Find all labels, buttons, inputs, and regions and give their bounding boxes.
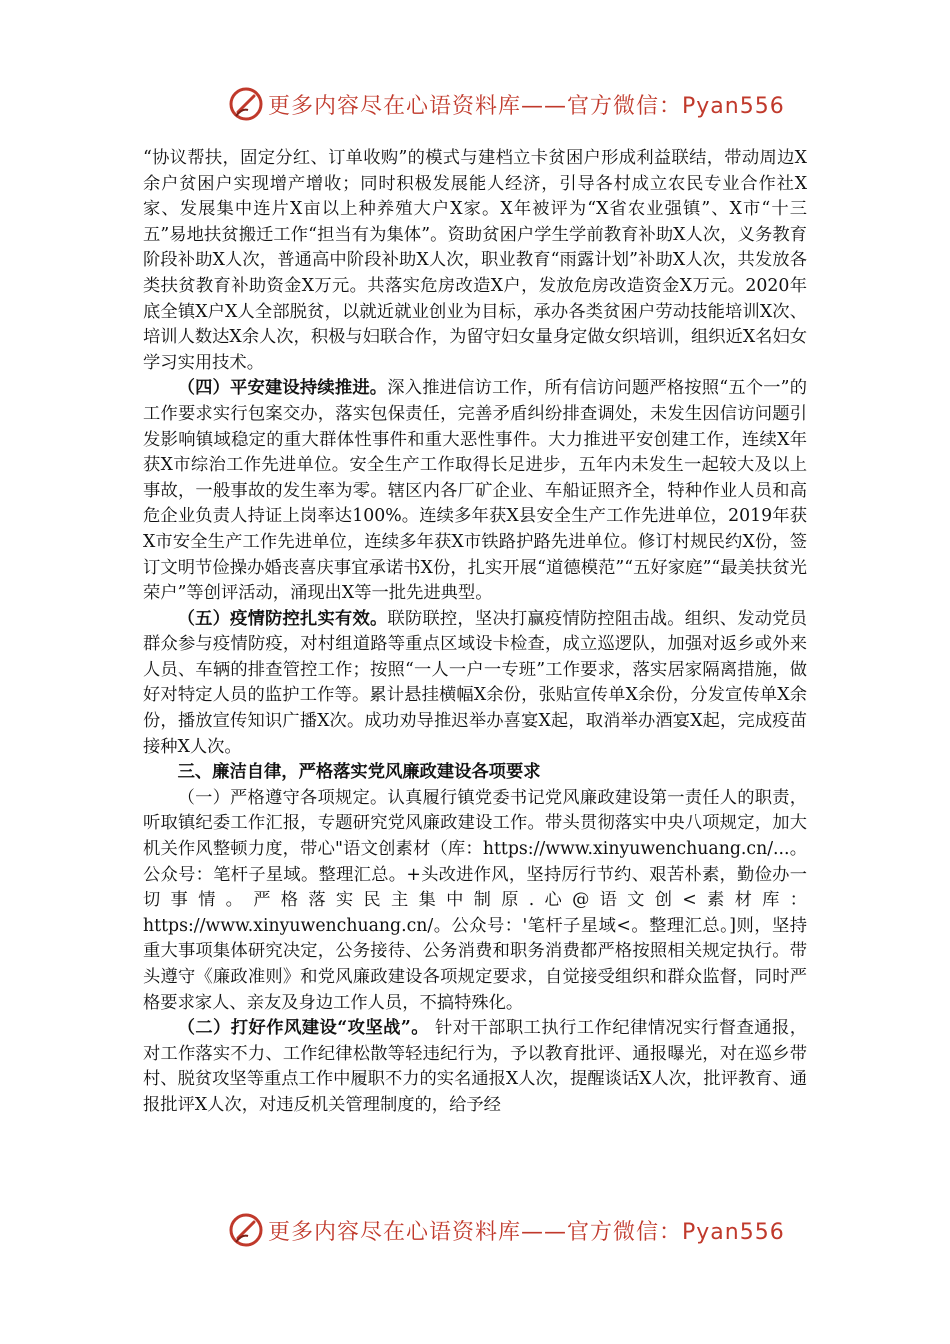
paragraph-3: （五）疫情防控扎实有效。联防联控，坚决打赢疫情防控阻击战。组织、发动党员群众参与疫情防疫，对村组道路等重点区域设卡检查，成立巡逻队，加强对返乡或外来人员、车辆的排查管控工作；按照“一人一户一专班”工作要求，落实居家隔离措施，做好对特定人员的监护工作等。累计悬挂横幅X余份，张贴宣传单X余份，分发宣传单X余份，播放宣传知识广播X次。成功劝导推迟举办喜宴X起，取消举办酒宴X起，完成疫苗接种X人次。 (143, 608, 807, 757)
banner-text: 更多内容尽在心语资料库——官方微信：Pyan556 (268, 93, 785, 119)
footer-banner (228, 1210, 785, 1250)
paragraph-2: （四）平安建设持续推进。深入推进信访工作，所有信访问题严格按照“五个一”的工作要求实行包案交办，落实包保责任，完善矛盾纠纷排查调处，未发生因信访问题引发影响镇域稳定的重大群体性事件和重大恶性事件。大力推进平安创建工作，连续X年获X市综治工作先进单位。安全生产工作取得长足进步，五年内未发生一起较大及以上事故，一般事故的发生率为零。辖区内各厂矿企业、车船证照齐全，特种作业人员和高危企业负责人持证上岗率达100%。连续多年获X县安全生产工作先进单位，2019年获X市安全生产工作先进单位，连续多年获X市铁路护路先进单位。修订村规民约X份，签订文明节俭操办婚丧喜庆事宜承诺书X份，扎实开展“道德模范”“五好家庭”“最美扶贫光荣户”等创评活动，涌现出X等一批先进典型。 (143, 378, 807, 604)
logo-icon (228, 86, 264, 122)
logo-icon (228, 1212, 264, 1248)
section-heading: 三、廉洁自律，严格落实党风廉政建设各项要求 (177, 762, 541, 783)
document-body (143, 146, 807, 1119)
paragraph-5: （二）打好作风建设“攻坚战”。 针对干部职工执行工作纪律情况实行督查通报，对工作落实不力、工作纪律松散等轻违纪行为，予以教育批评、通报曝光，对在巡乡带村、脱贫攻坚等重点工作中履职不力的实名通报X人次，提醒谈话X人次，批评教育、通报批评X人次，对违反机关管理制度的，给予经 (143, 1018, 808, 1115)
paragraph-1: “协议帮扶，固定分红、订单收购”的模式与建档立卡贫困户形成利益联结，带动周边X余户贫困户实现增产增收；同时积极发展能人经济，引导各村成立农民专业合作社X家、发展集中连片X亩以上种养殖大户X家。X年被评为“X省农业强镇”、X市“十三五”易地扶贫搬迁工作“担当有为集体”。资助贫困户学生学前教育补助X人次，义务教育阶段补助X人次，普通高中阶段补助X人次，职业教育“雨露计划”补助X人次，共发放各类扶贫教育补助资金X万元。共落实危房改造X户，发放危房改造资金X万元。2020年底全镇X户X人全部脱贫，以就近就业创业为目标，承办各类贫困户劳动技能培训X次、培训人数达X余人次，积极与妇联合作，为留守妇女量身定做女织培训，组织近X名妇女学习实用技术。 (143, 148, 808, 373)
paragraph-4: （一）严格遵守各项规定。认真履行镇党委书记党风廉政建设第一责任人的职责，听取镇纪委工作汇报，专题研究党风廉政建设工作。带头贯彻落实中央八项规定，加大机关作风整顿力度，带心"语文创素材（库：https://www.xinyuwenchuang.cn/...。公众号：笔杆子星域。整理汇总。+头改进作风，坚持厉行节约、艰苦朴素，勤俭办一切事情。严格落实民主集中制原.心@语文创<素材库：https://www.xinyuwenchuang.cn/。公众号：'笔杆子星域<。整理汇总。]则，坚持重大事项集体研究决定，公务接待、公务消费和职务消费都严格按照相关规定执行。带头遵守《廉政准则》和党风廉政建设各项规定要求，自觉接受组织和群众监督，同时严格要求家人、亲友及身边工作人员，不搞特殊化。 (143, 787, 807, 1013)
banner-text: 更多内容尽在心语资料库——官方微信：Pyan556 (268, 1219, 785, 1245)
header-banner (228, 84, 785, 124)
